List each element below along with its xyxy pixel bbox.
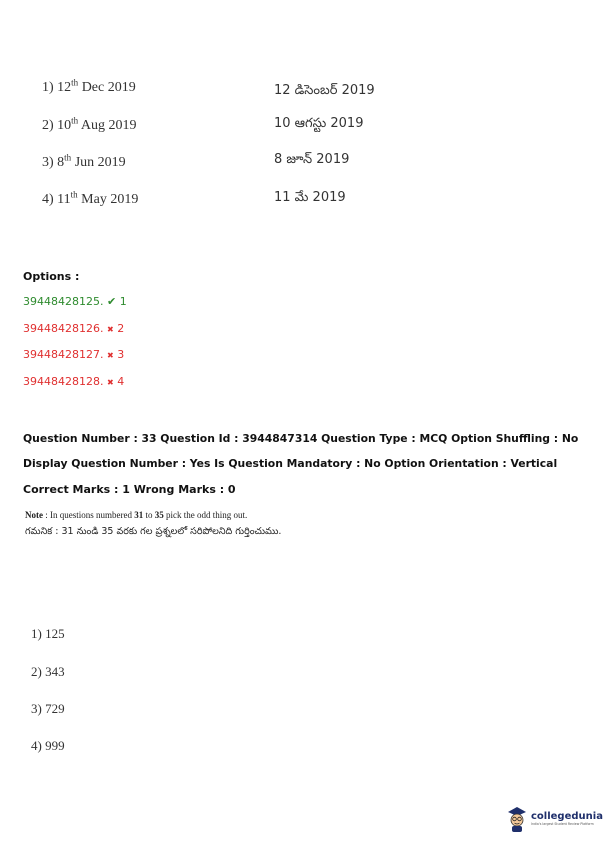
- answer-number: 1): [42, 80, 54, 95]
- option-value: 3: [117, 348, 125, 361]
- answer-telugu-4: 11 మే 2019: [274, 190, 346, 205]
- question-meta-line1: Question Number : 33 Question Id : 3944847314 Question Type : MCQ Option Shuffling : No: [23, 432, 579, 445]
- choice-2: 2) 343: [31, 664, 65, 679]
- answer-telugu-2: 10 ఆగస్టు 2019: [274, 116, 364, 131]
- answer-suffix: th: [70, 189, 78, 200]
- choice-1: 1) 125: [31, 626, 65, 641]
- answer-row-1: [42, 77, 136, 96]
- question-meta-line3: Correct Marks : 1 Wrong Marks : 0: [23, 483, 236, 496]
- mascot-icon: [506, 806, 528, 832]
- option-1: [23, 295, 127, 308]
- collegedunia-logo: [506, 806, 603, 832]
- answer-telugu-3: 8 జూన్ 2019: [274, 152, 350, 167]
- option-value: 1: [119, 295, 127, 308]
- choice-4: 4) 999: [31, 738, 65, 753]
- option-id: 39448428125.: [23, 295, 104, 308]
- answer-number: 2): [42, 118, 54, 133]
- note-label: Note: [25, 510, 43, 520]
- answer-day: 8: [57, 155, 65, 170]
- option-id: 39448428128.: [23, 375, 104, 388]
- option-id: 39448428127.: [23, 348, 104, 361]
- check-icon: ✔: [106, 295, 117, 308]
- answer-day: 12: [57, 80, 72, 95]
- answer-suffix: th: [64, 152, 72, 163]
- option-4: [23, 375, 124, 388]
- question-meta-line2: Display Question Number : Yes Is Question Mandatory : No Option Orientation : Vertical: [23, 457, 558, 470]
- cross-icon: ✖: [106, 351, 114, 360]
- answer-row-4: [42, 189, 139, 208]
- cross-icon: ✖: [106, 378, 114, 387]
- answer-month-year: May 2019: [77, 192, 139, 207]
- answer-suffix: th: [71, 115, 79, 126]
- answer-row-2: [42, 115, 137, 134]
- answer-day: 11: [57, 192, 71, 207]
- option-value: 2: [117, 322, 125, 335]
- option-value: 4: [117, 375, 125, 388]
- choice-3: 3) 729: [31, 701, 65, 716]
- answer-month-year: Jun 2019: [71, 155, 126, 170]
- answer-telugu-1: 12 డిసెంబర్ 2019: [274, 83, 375, 98]
- brand-tagline: India's largest Student Review Platform: [531, 821, 594, 826]
- options-label: Options :: [23, 270, 80, 283]
- cross-icon: ✖: [106, 325, 114, 334]
- option-3: [23, 348, 124, 361]
- answer-month-year: Aug 2019: [78, 118, 137, 133]
- option-id: 39448428126.: [23, 322, 104, 335]
- question-note-telugu: గమనిక : 31 నుండి 35 వరకు గల ప్రశ్నలలో సరిపోలనిది గుర్తించుము.: [25, 526, 282, 537]
- answer-suffix: th: [71, 77, 79, 88]
- answer-number: 4): [42, 192, 54, 207]
- answer-number: 3): [42, 155, 54, 170]
- answer-row-3: [42, 152, 126, 171]
- answer-day: 10: [57, 118, 72, 133]
- answer-month-year: Dec 2019: [78, 80, 136, 95]
- brand-name: collegedunia: [531, 810, 603, 822]
- question-note: Note : In questions numbered 31 to 35 pick the odd thing out.: [25, 510, 248, 520]
- option-2: [23, 322, 124, 335]
